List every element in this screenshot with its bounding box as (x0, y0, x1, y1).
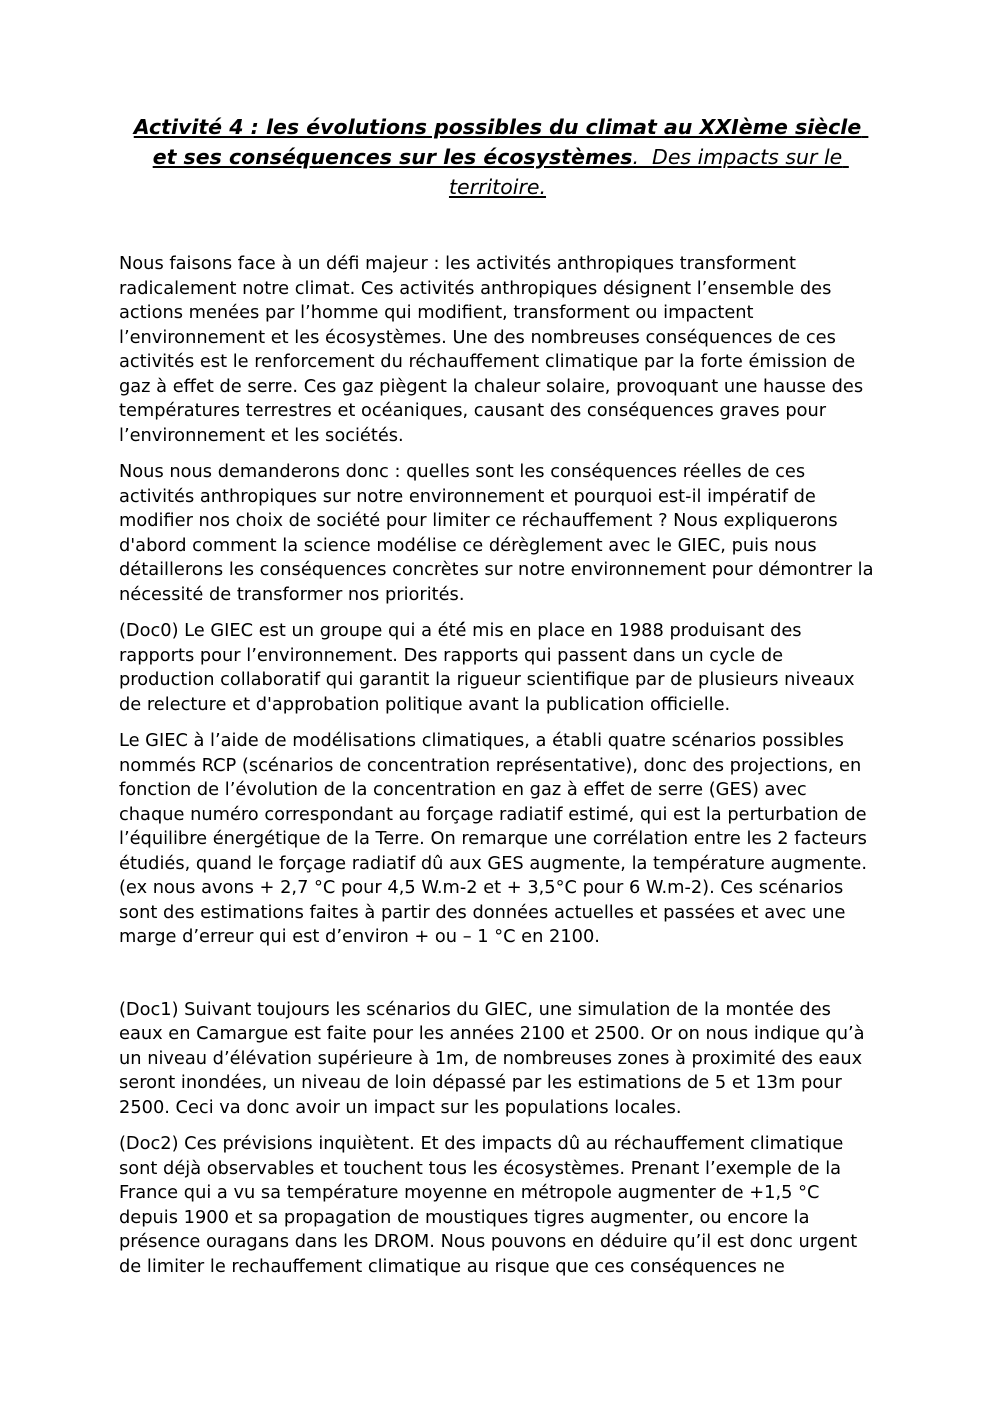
title-subtitle: Des impacts sur le territoire. (448, 145, 849, 199)
document-body (119, 252, 876, 1279)
title-separator: . (632, 145, 653, 169)
document-title (119, 112, 876, 202)
paragraph-giec-scenarios: Le GIEC à l’aide de modélisations climatiques, a établi quatre scénarios possibles nommés RCP (scénarios de concentration représentative), donc des projections, en fonction de l’évolution de la concentration en gaz à effet de serre (GES) avec chaque numéro correspondant au forçage radiatif estimé, qui est la perturbation de l’équilibre énergétique de la Terre. On remarque une corrélation entre les 2 facteurs étudiés, quand le forçage radiatif dû aux GES augmente, la température augmente. (ex nous avons + 2,7 °C pour 4,5 W.m-2 et + 3,5°C pour 6 W.m-2). Ces scénarios sont des estimations faites à partir des données actuelles et passées et avec une marge d’erreur qui est d’environ + ou – 1 °C en 2100. (119, 730, 868, 947)
paragraph-doc1: (Doc1) Suivant toujours les scénarios du GIEC, une simulation de la montée des eaux en Camargue est faite pour les années 2100 et 2500. Or on nous indique qu’à un niveau d’élévation supérieure à 1m, de nombreuses zones à proximité des eaux seront inondées, un niveau de loin dépassé par les estimations de 5 et 13m pour 2500. Ceci va donc avoir un impact sur les populations locales. (119, 998, 865, 1118)
paragraph-doc0: (Doc0) Le GIEC est un groupe qui a été́ mis en place en 1988 produisant des rapports pour l’environnement. Des rapports qui passent dans un cycle de production collaboratif qui garantit la rigueur scientifique par de plusieurs niveaux de relecture et d'approbation politique avant la publication officielle. (119, 620, 855, 715)
paragraph-problematique: Nous nous demanderons donc : quelles sont les conséquences réelles de ces activités anthropiques sur notre environnement et pourquoi est-il impératif de modifier nos choix de société pour limiter ce réchauffement ? Nous expliquerons d'abord comment la science modélise ce dérèglement avec le GIEC, puis nous détaillerons les conséquences concrètes sur notre environnement pour démontrer la nécessité de transformer nos priorités. (119, 461, 874, 605)
paragraph-doc2: (Doc2) Ces prévisions inquiètent. Et des impacts dû au réchauffement climatique sont déjà observables et touchent tous les écosystèmes. Prenant l’exemple de la France qui a vu sa température moyenne en métropole augmenter de +1,5 °C depuis 1900 et sa propagation de moustiques tigres augmenter, ou encore la présence ouragans dans les DROM. Nous pouvons en déduire qu’il est donc urgent de limiter le rechauffement climatique au risque que ces conséquences ne (119, 1133, 858, 1277)
paragraph-intro: Nous faisons face à un défi majeur : les activités anthropiques transforment radicalement notre climat. Ces activités anthropiques désignent l’ensemble des actions menées par l’homme qui modifient, transforment ou impactent l’environnement et les écosystèmes. Une des nombreuses conséquences de ces activités est le renforcement du réchauffement climatique par la forte émission de gaz à effet de serre. Ces gaz piègent la chaleur solaire, provoquant une hausse des températures terrestres et océaniques, causant des conséquences graves pour l’environnement et les sociétés. (119, 253, 864, 446)
title-main: Activité 4 : les évolutions possibles du climat au XXIème siècle et ses conséquences sur les écosystèmes (133, 115, 869, 169)
